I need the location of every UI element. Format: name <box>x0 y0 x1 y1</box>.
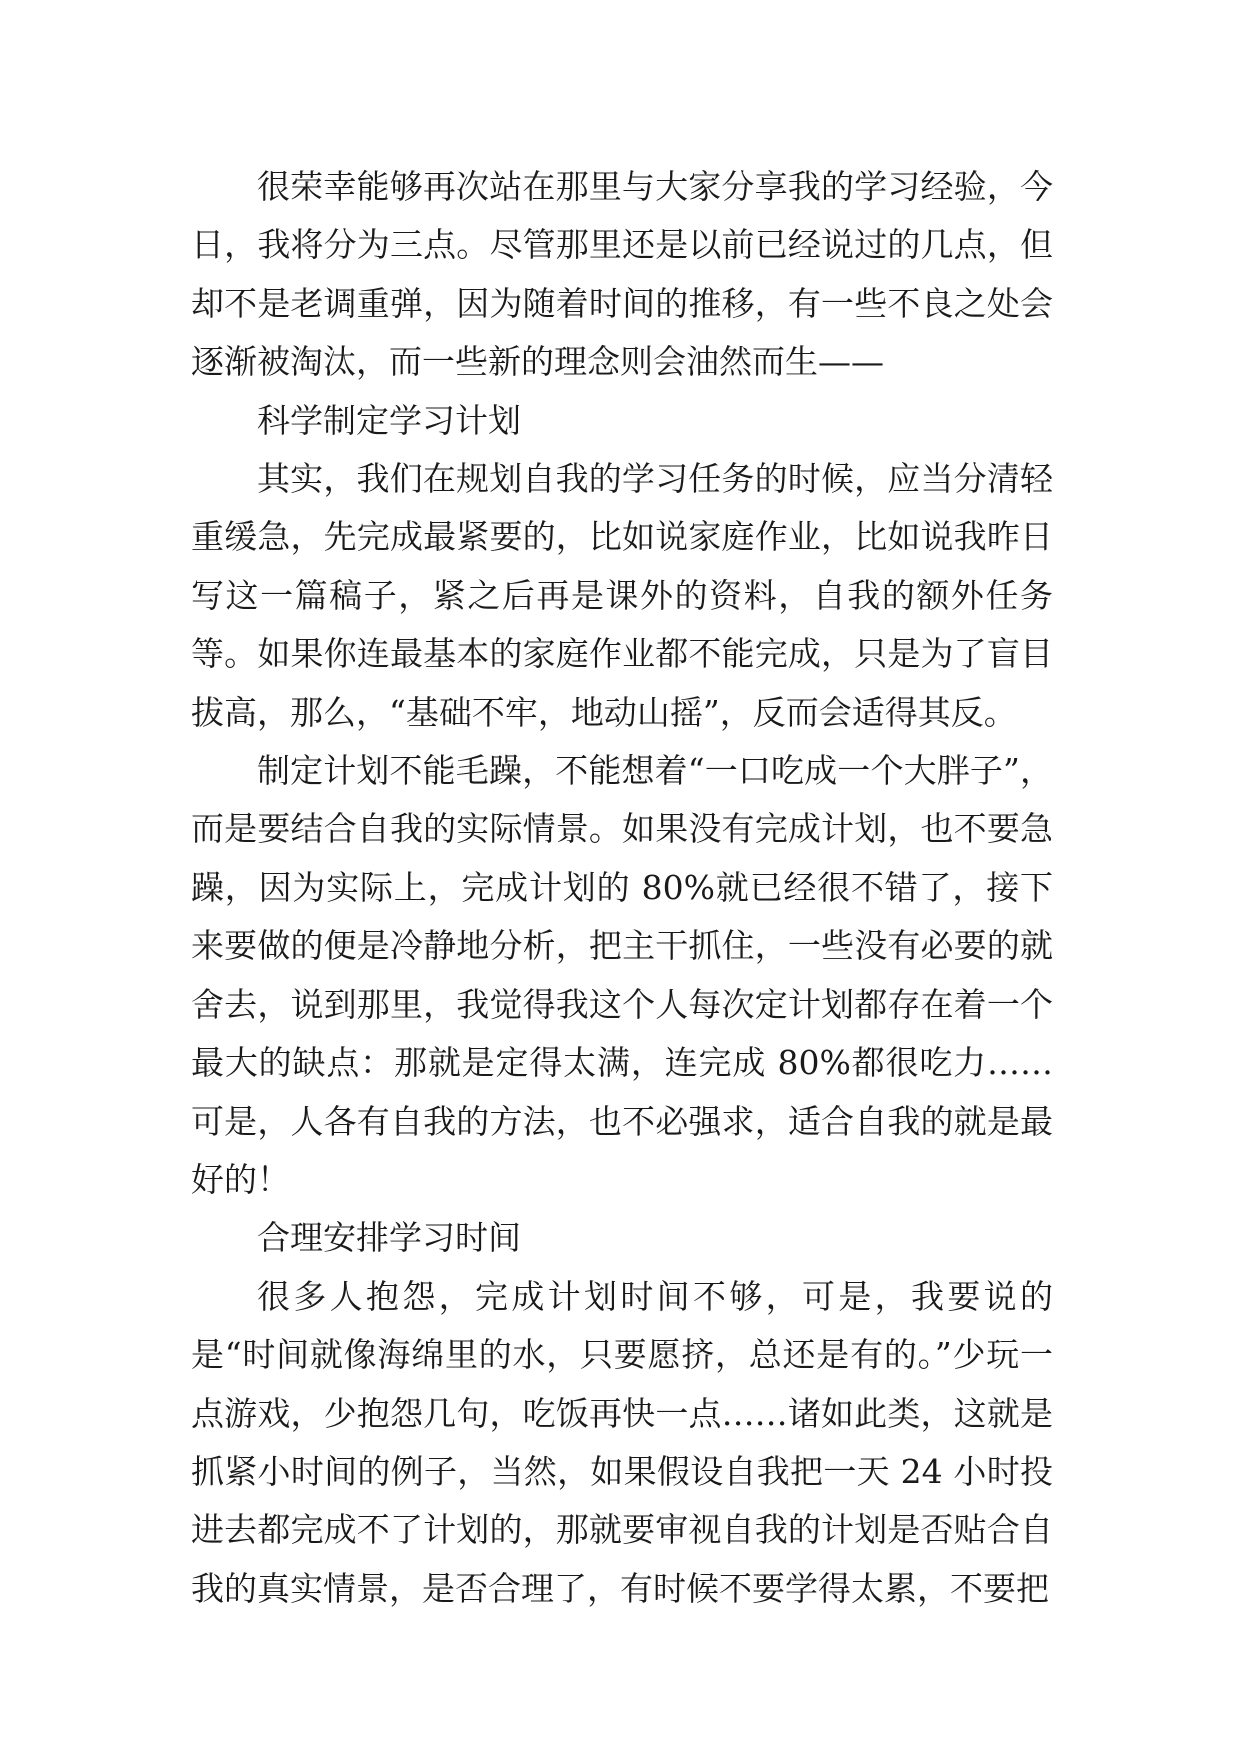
section-heading-time: 合理安排学习时间 <box>257 1218 521 1258</box>
body-paragraph: 很多人抱怨，完成计划时间不够，可是，我要说的是“时间就像海绵里的水，只要愿挤，总还是有的。”少玩一点游戏，少抱怨几句，吃饭再快一点……诸如此类，这就是抓紧小时间的例子，当然，如果假设自我把一天 24 小时投进去都完成不了计划的，那就要审视自我的计划是否贴合自我的真实情景，是否合理了，有时候不要学得太累，不要把 <box>191 1276 1053 1608</box>
body-paragraph: 其实，我们在规划自我的学习任务的时候，应当分清轻重缓急，先完成最紧要的，比如说家庭作业，比如说我昨日写这一篇稿子，紧之后再是课外的资料，自我的额外任务等。如果你连最基本的家庭作业都不能完成，只是为了盲目拔高，那么，“基础不牢，地动山摇”，反而会适得其反。 <box>191 459 1053 732</box>
intro-paragraph: 很荣幸能够再次站在那里与大家分享我的学习经验，今日，我将分为三点。尽管那里还是以前已经说过的几点，但却不是老调重弹，因为随着时间的推移，有一些不良之处会逐渐被淘汰，而一些新的理念则会油然而生—— <box>191 167 1053 382</box>
document-body <box>191 158 1053 1618</box>
body-paragraph: 制定计划不能毛躁，不能想着“一口吃成一个大胖子”，而是要结合自我的实际情景。如果没有完成计划，也不要急躁，因为实际上，完成计划的 80%就已经很不错了，接下来要做的便是冷静地分析，把主干抓住，一些没有必要的就舍去，说到那里，我觉得我这个人每次定计划都存在着一个最大的缺点：那就是定得太满，连完成 80%都很吃力……可是，人各有自我的方法，也不必强求，适合自我的就是最好的！ <box>191 751 1053 1199</box>
section-heading-plan: 科学制定学习计划 <box>257 400 521 440</box>
